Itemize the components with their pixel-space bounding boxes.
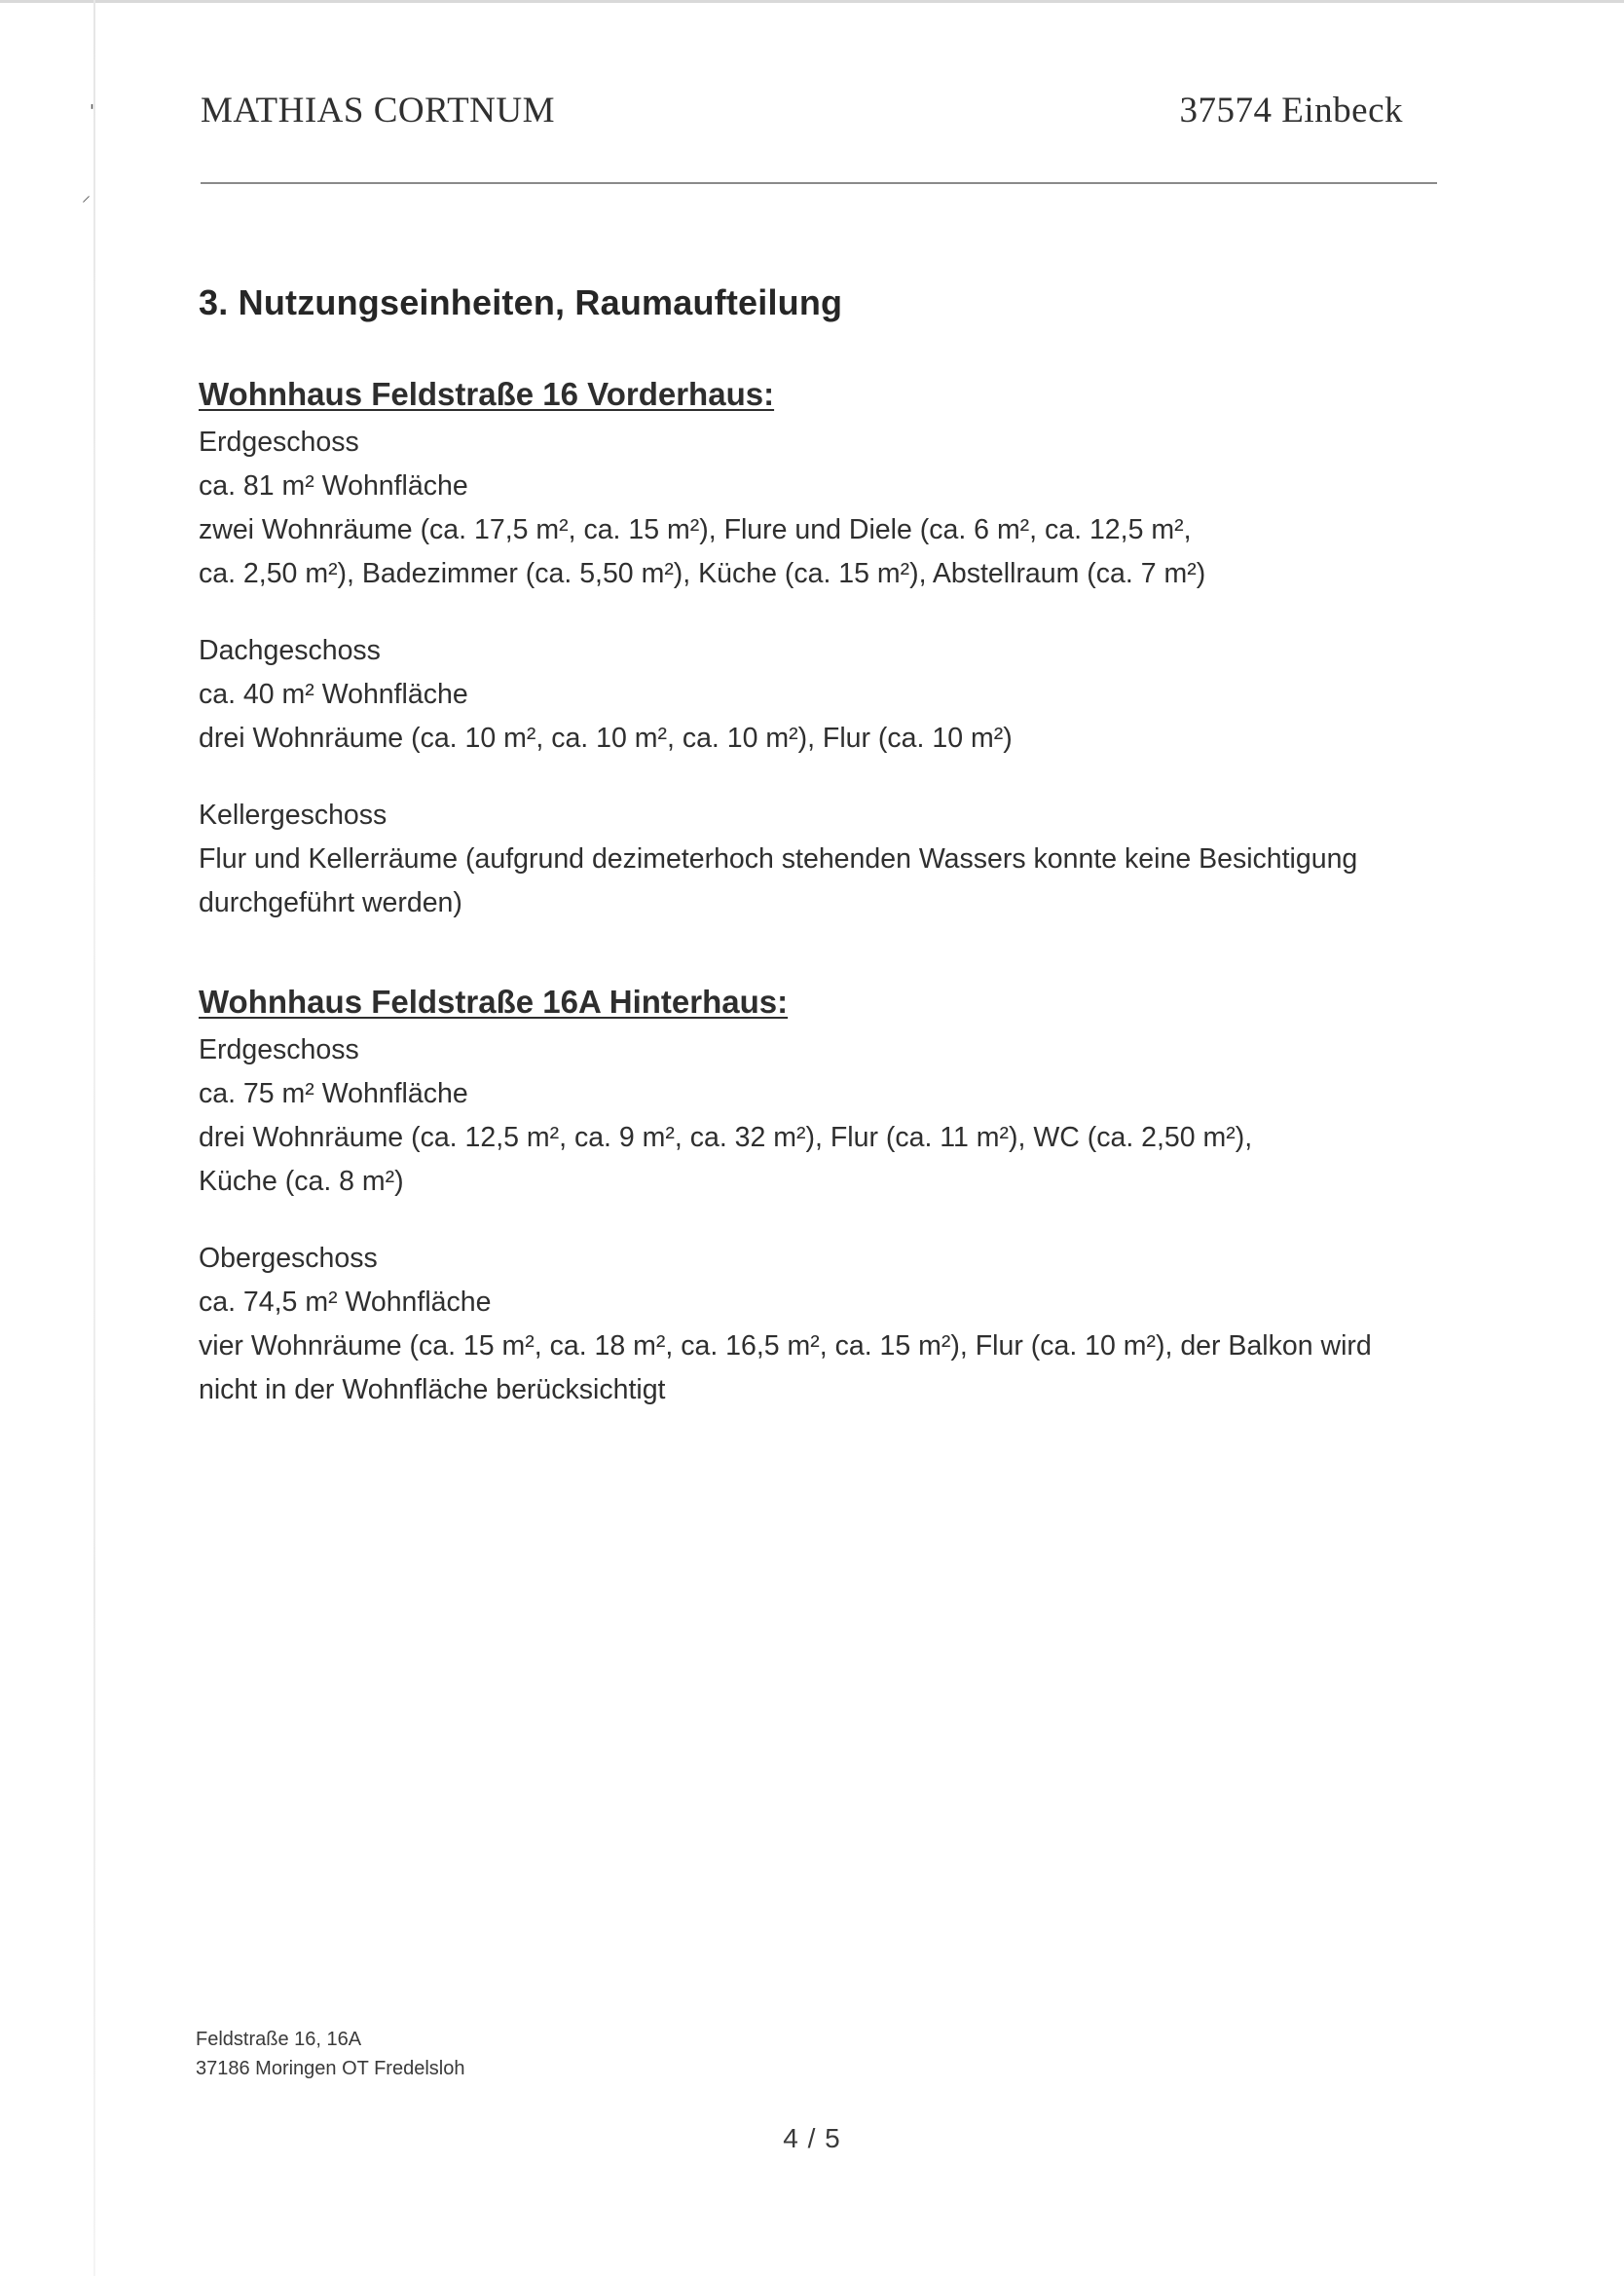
floor-name: Obergeschoss — [199, 1243, 378, 1274]
scan-edge-left — [93, 0, 95, 2276]
letterhead-name: MATHIAS CORTNUM — [201, 91, 556, 131]
floor-rooms-line: durchgeführt werden) — [199, 887, 462, 918]
floor-dachgeschoss — [199, 629, 1484, 761]
building-vorderhaus — [199, 376, 1484, 925]
section-title: 3. Nutzungseinheiten, Raumaufteilung — [199, 282, 843, 322]
floor-rooms-line: Flur und Kellerräume (aufgrund dezimeterhoch stehenden Wassers konnte keine Besichtigung — [199, 843, 1358, 875]
scan-artifact-mark: ' — [90, 101, 94, 122]
floor-erdgeschoss — [199, 421, 1484, 596]
floor-rooms-line: zwei Wohnräume (ca. 17,5 m², ca. 15 m²), Flure und Diele (ca. 6 m², ca. 12,5 m², — [199, 514, 1192, 545]
floor-name: Erdgeschoss — [199, 1034, 359, 1065]
floor-rooms-line: nicht in der Wohnfläche berücksichtigt — [199, 1374, 666, 1405]
building-title: Wohnhaus Feldstraße 16A Hinterhaus: — [199, 984, 789, 1020]
floor-rooms-line: Küche (ca. 8 m²) — [199, 1166, 404, 1197]
footer-address-line: Feldstraße 16, 16A — [196, 2029, 362, 2050]
floor-rooms-line: drei Wohnräume (ca. 12,5 m², ca. 9 m², ca. 32 m²), Flur (ca. 11 m²), WC (ca. 2,50 m²), — [199, 1122, 1253, 1153]
floor-area: ca. 81 m² Wohnfläche — [199, 470, 468, 502]
building-hinterhaus — [199, 984, 1484, 1412]
floor-obergeschoss — [199, 1237, 1484, 1412]
footer-address — [196, 2025, 464, 2083]
scan-artifact-mark: ⸍ — [82, 193, 91, 213]
floor-erdgeschoss — [199, 1028, 1484, 1204]
floor-area: ca. 74,5 m² Wohnfläche — [199, 1287, 492, 1318]
letterhead-divider — [201, 182, 1437, 184]
floor-area: ca. 75 m² Wohnfläche — [199, 1078, 468, 1109]
scan-edge-top — [0, 0, 1624, 3]
floor-name: Erdgeschoss — [199, 427, 359, 458]
building-title: Wohnhaus Feldstraße 16 Vorderhaus: — [199, 376, 775, 412]
page-number: 4 / 5 — [783, 2123, 841, 2153]
document-body — [199, 282, 1484, 1451]
letterhead-city: 37574 Einbeck — [1179, 91, 1403, 131]
footer-address-line: 37186 Moringen OT Fredelsloh — [196, 2058, 465, 2079]
floor-area: ca. 40 m² Wohnfläche — [199, 679, 468, 710]
floor-name: Dachgeschoss — [199, 635, 381, 666]
floor-rooms-line: ca. 2,50 m²), Badezimmer (ca. 5,50 m²), Küche (ca. 15 m²), Abstellraum (ca. 7 m²) — [199, 558, 1206, 589]
floor-kellergeschoss — [199, 794, 1484, 925]
floor-rooms-line: drei Wohnräume (ca. 10 m², ca. 10 m², ca. 10 m²), Flur (ca. 10 m²) — [199, 723, 1013, 754]
floor-rooms-line: vier Wohnräume (ca. 15 m², ca. 18 m², ca. 16,5 m², ca. 15 m²), Flur (ca. 10 m²), der Balkon wird — [199, 1330, 1372, 1362]
floor-name: Kellergeschoss — [199, 800, 388, 831]
